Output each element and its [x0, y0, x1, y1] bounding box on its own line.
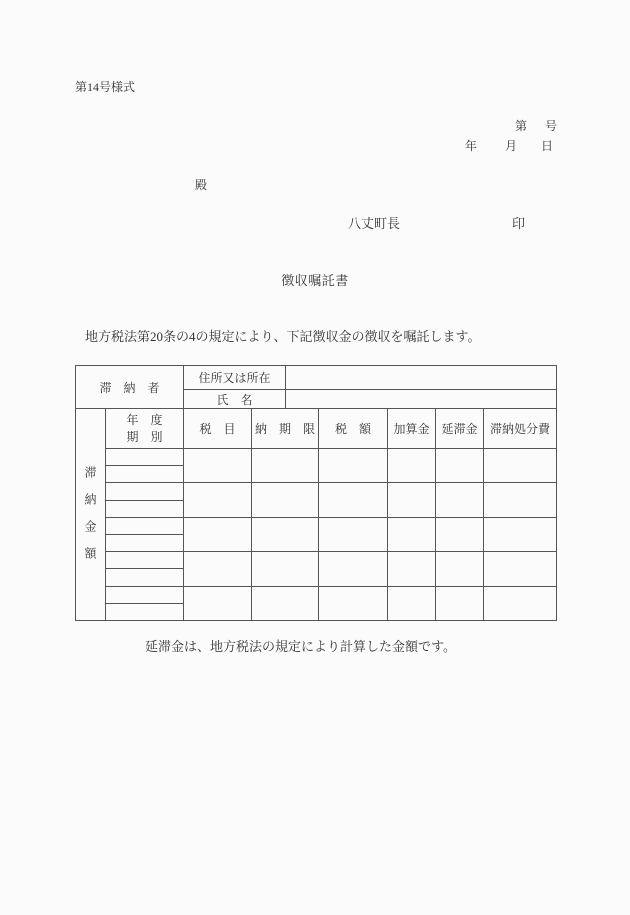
period-cell: [106, 466, 184, 483]
header-delinquency-charge: 延滞金: [436, 409, 484, 449]
name-label-cell: 氏 名: [184, 390, 286, 409]
header-period: 期 別: [126, 429, 163, 444]
debtor-label-cell: 滞 納 者: [76, 366, 184, 409]
tax-item-cell: [184, 552, 252, 586]
disposition-cost-cell: [484, 449, 557, 483]
address-value-cell: [286, 366, 557, 390]
tax-amount-cell: [319, 586, 388, 620]
due-date-cell: [252, 586, 319, 620]
tax-item-cell: [184, 586, 252, 620]
tax-amount-cell: [319, 449, 388, 483]
period-cell: [106, 483, 184, 500]
date-month-label: 月: [505, 139, 518, 153]
disposition-cost-cell: [484, 586, 557, 620]
doc-number-suffix: 号: [545, 119, 558, 133]
period-cell: [106, 603, 184, 620]
row-group-label: 滞納金額: [83, 465, 97, 574]
amounts-table: [75, 408, 557, 621]
tax-item-cell: [184, 449, 252, 483]
header-disposition-cost: 滞納処分費: [484, 409, 557, 449]
disposition-cost-cell: [484, 517, 557, 551]
header-year-period: [106, 409, 184, 449]
date-day-label: 日: [541, 139, 554, 153]
delinquency-charge-cell: [436, 483, 484, 517]
disposition-cost-cell: [484, 552, 557, 586]
period-cell: [106, 500, 184, 517]
footnote: 延滞金は、地方税法の規定により計算した金額です。: [145, 639, 456, 654]
period-cell: [106, 586, 184, 603]
name-value-cell: [286, 390, 557, 409]
row-group-label-cell: [76, 409, 106, 621]
surcharge-cell: [388, 517, 436, 551]
document-title: 徴収嘱託書: [281, 273, 349, 288]
delinquency-charge-cell: [436, 552, 484, 586]
due-date-cell: [252, 552, 319, 586]
seal-mark: 印: [512, 216, 526, 231]
disposition-cost-cell: [484, 483, 557, 517]
delinquency-charge-cell: [436, 517, 484, 551]
tax-amount-cell: [319, 552, 388, 586]
address-label-cell: 住所又は所在: [184, 366, 286, 390]
tax-amount-cell: [319, 517, 388, 551]
addressee-suffix: 殿: [195, 178, 208, 192]
surcharge-cell: [388, 483, 436, 517]
delinquency-charge-cell: [436, 449, 484, 483]
period-cell: [106, 569, 184, 586]
form-table-area: [75, 365, 556, 621]
surcharge-cell: [388, 449, 436, 483]
doc-number-prefix: 第: [515, 119, 528, 133]
tax-item-cell: [184, 517, 252, 551]
issuer-name: 八丈町長: [348, 216, 401, 231]
date-year-label: 年: [465, 139, 478, 153]
due-date-cell: [252, 517, 319, 551]
delinquency-charge-cell: [436, 586, 484, 620]
body-text: 地方税法第20条の4の規定により、下記徴収金の徴収を嘱託します。: [85, 329, 481, 344]
header-due-date: 納 期 限: [252, 409, 319, 449]
header-tax-item: 税 目: [184, 409, 252, 449]
tax-item-cell: [184, 483, 252, 517]
surcharge-cell: [388, 552, 436, 586]
debtor-table: [75, 365, 557, 409]
header-surcharge: 加算金: [388, 409, 436, 449]
form-number: 第14号様式: [75, 80, 136, 94]
surcharge-cell: [388, 586, 436, 620]
header-tax-amount: 税 額: [319, 409, 388, 449]
period-cell: [106, 552, 184, 569]
period-cell: [106, 517, 184, 534]
period-cell: [106, 449, 184, 466]
header-year: 年 度: [126, 412, 163, 427]
due-date-cell: [252, 449, 319, 483]
due-date-cell: [252, 483, 319, 517]
tax-amount-cell: [319, 483, 388, 517]
period-cell: [106, 534, 184, 551]
